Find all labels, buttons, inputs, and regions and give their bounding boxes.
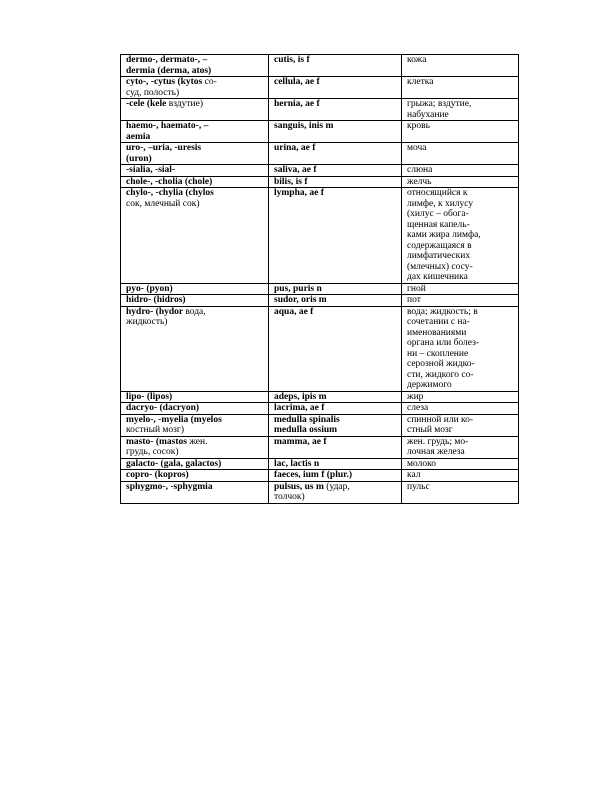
term-text: aemia xyxy=(126,131,151,142)
cell-line xyxy=(126,392,264,403)
cell-line xyxy=(126,188,264,199)
meaning-line: именованиями xyxy=(407,327,467,338)
cell-line xyxy=(274,77,397,88)
meaning-cell xyxy=(402,176,519,188)
table-row xyxy=(121,165,519,177)
greek-element-cell xyxy=(121,470,269,482)
table-row xyxy=(121,283,519,295)
cell-line xyxy=(274,295,397,306)
cell-line xyxy=(126,415,264,426)
cell-line xyxy=(126,66,264,77)
term-text: medulla spinalis xyxy=(274,414,340,425)
table-row xyxy=(121,176,519,188)
cell-line xyxy=(126,143,264,154)
table-row xyxy=(121,403,519,415)
meaning-cell xyxy=(402,458,519,470)
cell-line xyxy=(126,99,264,110)
greek-element-cell xyxy=(121,55,269,77)
meaning-cell xyxy=(402,121,519,143)
greek-element-cell xyxy=(121,188,269,284)
table-row xyxy=(121,414,519,436)
meaning-cell xyxy=(402,99,519,121)
term-text: pyo- (pyon) xyxy=(126,283,173,294)
term-text: dermia (derma, atos) xyxy=(126,65,212,76)
greek-element-cell xyxy=(121,306,269,391)
table-row xyxy=(121,77,519,99)
latin-equivalent-cell xyxy=(269,414,402,436)
cell-line xyxy=(126,317,264,328)
table-row xyxy=(121,143,519,165)
meaning-cell xyxy=(402,165,519,177)
greek-element-cell xyxy=(121,121,269,143)
note-text: грудь, сосок) xyxy=(126,447,179,457)
table-row xyxy=(121,188,519,284)
term-text: lacrima, ae f xyxy=(274,403,325,413)
meaning-cell xyxy=(402,295,519,307)
table-row xyxy=(121,295,519,307)
cell-line xyxy=(126,88,264,99)
greek-element-cell xyxy=(121,99,269,121)
term-text: dermo-, dermato-, – xyxy=(126,55,208,65)
meaning-cell xyxy=(402,391,519,403)
greek-element-cell xyxy=(121,143,269,165)
note-text: костный мозг) xyxy=(126,425,184,435)
meaning-cell xyxy=(402,414,519,436)
greek-element-cell xyxy=(121,403,269,415)
table-row xyxy=(121,481,519,503)
term-text: saliva, ae f xyxy=(274,165,317,175)
latin-equivalent-cell xyxy=(269,481,402,503)
term-text: lipo- (lipos) xyxy=(126,391,173,402)
table-row xyxy=(121,121,519,143)
note-text: жидкость) xyxy=(126,317,168,327)
cell-line xyxy=(126,121,264,132)
greek-element-cell xyxy=(121,458,269,470)
term-text: medulla ossium xyxy=(274,425,338,435)
meaning-cell xyxy=(402,481,519,503)
cell-line xyxy=(274,425,397,436)
latin-equivalent-cell xyxy=(269,391,402,403)
note-text: жен. xyxy=(189,436,208,447)
cell-line xyxy=(126,55,264,66)
latin-equivalent-cell xyxy=(269,165,402,177)
latin-equivalent-cell xyxy=(269,306,402,391)
meaning-cell xyxy=(402,77,519,99)
term-text: bilis, is f xyxy=(274,176,308,187)
note-text: вздутие) xyxy=(168,99,204,109)
cell-line xyxy=(126,307,264,318)
meaning-line: лочная железа xyxy=(407,447,465,457)
table-row xyxy=(121,306,519,391)
cell-line xyxy=(126,482,264,493)
meaning-cell xyxy=(402,436,519,458)
greek-element-cell xyxy=(121,391,269,403)
cell-line xyxy=(274,403,397,414)
table-row xyxy=(121,436,519,458)
term-text: cyto-, -cytus (kytos xyxy=(126,77,205,87)
note-text: вода, xyxy=(185,306,206,317)
cell-line xyxy=(274,165,397,176)
cell-line xyxy=(126,132,264,143)
latin-equivalent-cell xyxy=(269,470,402,482)
meaning-line: молоко xyxy=(407,458,437,469)
note-text: со- xyxy=(204,77,217,87)
latin-equivalent-cell xyxy=(269,121,402,143)
meaning-line: моча xyxy=(407,143,427,153)
term-text: mamma, ae f xyxy=(274,436,327,447)
term-text: pulsus, us m xyxy=(274,481,327,492)
note-text: толчок) xyxy=(274,492,305,502)
cell-line xyxy=(126,77,264,88)
cell-line xyxy=(126,154,264,165)
cell-line xyxy=(126,295,264,306)
meaning-line: кал xyxy=(407,470,421,480)
cell-line xyxy=(126,165,264,176)
meaning-line: клетка xyxy=(407,77,434,87)
latin-equivalent-cell xyxy=(269,188,402,284)
meaning-line: щенная капель- xyxy=(407,219,470,230)
term-text: sphygmo-, -sphygmia xyxy=(126,481,213,492)
cell-line xyxy=(274,99,397,110)
cell-line xyxy=(126,447,264,458)
term-text: lympha, ae f xyxy=(274,188,324,198)
cell-line xyxy=(274,415,397,426)
terminology-table xyxy=(120,54,519,504)
term-text: (uron) xyxy=(126,153,152,164)
meaning-line: держимого xyxy=(407,380,452,390)
term-text: myelo-, -myelia (myelos xyxy=(126,414,222,425)
latin-equivalent-cell xyxy=(269,295,402,307)
term-text: pus, puris n xyxy=(274,283,322,294)
meaning-line: ками жира лимфа, xyxy=(407,230,481,240)
cell-line xyxy=(274,284,397,295)
term-text: aqua, ae f xyxy=(274,306,314,317)
cell-line xyxy=(274,437,397,448)
term-text: hernia, ae f xyxy=(274,99,320,109)
term-text: sanguis, inis m xyxy=(274,121,334,131)
cell-line xyxy=(274,459,397,470)
meaning-line: (хилус – обога- xyxy=(407,209,469,219)
term-text: galacto- (gala, galactos) xyxy=(126,458,222,469)
cell-line xyxy=(274,492,397,503)
latin-equivalent-cell xyxy=(269,77,402,99)
note-text: сок, млечный сок) xyxy=(126,198,200,209)
table-row xyxy=(121,391,519,403)
term-text: sudor, oris m xyxy=(274,295,327,305)
table-row xyxy=(121,470,519,482)
greek-element-cell xyxy=(121,436,269,458)
greek-element-cell xyxy=(121,283,269,295)
cell-line xyxy=(274,177,397,188)
term-text: -cele (kele xyxy=(126,99,169,109)
term-text: cutis, is f xyxy=(274,55,310,65)
meaning-line: кожа xyxy=(407,55,427,65)
term-text: dacryo- (dacryon) xyxy=(126,403,200,413)
meaning-cell xyxy=(402,143,519,165)
term-text: hidro- (hidros) xyxy=(126,295,186,305)
greek-element-cell xyxy=(121,481,269,503)
meaning-line: вода; жидкость; в xyxy=(407,306,478,317)
term-text: urina, ae f xyxy=(274,143,316,153)
document-page xyxy=(120,54,518,504)
latin-equivalent-cell xyxy=(269,283,402,295)
greek-element-cell xyxy=(121,414,269,436)
latin-equivalent-cell xyxy=(269,143,402,165)
meaning-cell xyxy=(402,55,519,77)
meaning-line: сочетании с на- xyxy=(407,317,470,327)
term-text: chole-, -cholia (chole) xyxy=(126,176,213,187)
cell-line xyxy=(126,199,264,210)
meaning-line: жен. грудь; мо- xyxy=(407,436,469,447)
term-text: chylo-, -chylia (chylos xyxy=(126,188,214,198)
meaning-line: слюна xyxy=(407,165,433,175)
meaning-line: ни – скопление xyxy=(407,348,469,359)
meaning-line: лимфе, к хилусу xyxy=(407,198,474,209)
greek-element-cell xyxy=(121,77,269,99)
meaning-line: сти, жидкого со- xyxy=(407,369,474,380)
cell-line xyxy=(126,425,264,436)
meaning-line: содержащаяся в xyxy=(407,240,472,251)
latin-equivalent-cell xyxy=(269,458,402,470)
cell-line xyxy=(126,284,264,295)
term-text: faeces, ium f (plur.) xyxy=(274,470,353,480)
meaning-line: пульс xyxy=(407,481,430,492)
greek-element-cell xyxy=(121,295,269,307)
meaning-line: лимфатических xyxy=(407,251,471,261)
meaning-line: пот xyxy=(407,295,421,305)
latin-equivalent-cell xyxy=(269,55,402,77)
table-row xyxy=(121,458,519,470)
latin-equivalent-cell xyxy=(269,436,402,458)
cell-line xyxy=(274,188,397,199)
greek-element-cell xyxy=(121,165,269,177)
note-text: суд, полость) xyxy=(126,87,180,98)
meaning-line: кровь xyxy=(407,121,430,131)
meaning-line: набухание xyxy=(407,109,449,120)
meaning-line: гной xyxy=(407,283,426,294)
term-text: hydro- (hydor xyxy=(126,306,186,317)
latin-equivalent-cell xyxy=(269,99,402,121)
term-text: masto- (mastos xyxy=(126,436,190,447)
cell-line xyxy=(126,470,264,481)
cell-line xyxy=(274,470,397,481)
cell-line xyxy=(274,143,397,154)
term-text: uro-, –uria, -uresis xyxy=(126,143,202,153)
cell-line xyxy=(274,307,397,318)
table-row xyxy=(121,99,519,121)
term-text: adeps, ipis m xyxy=(274,391,327,402)
cell-line xyxy=(126,437,264,448)
meaning-line: грыжа; вздутие, xyxy=(407,99,472,109)
term-text: cellula, ae f xyxy=(274,77,320,87)
table-row xyxy=(121,55,519,77)
cell-line xyxy=(126,177,264,188)
term-text: haemo-, haemato-, – xyxy=(126,121,209,131)
meaning-cell xyxy=(402,283,519,295)
meaning-line: (млечных) сосу- xyxy=(407,261,473,272)
meaning-cell xyxy=(402,403,519,415)
meaning-line: относящийся к xyxy=(407,188,468,198)
cell-line xyxy=(274,482,397,493)
term-text: -sialia, -sial- xyxy=(126,165,176,175)
meaning-line: дах кишечника xyxy=(407,272,468,282)
meaning-cell xyxy=(402,306,519,391)
latin-equivalent-cell xyxy=(269,403,402,415)
meaning-line: органа или болез- xyxy=(407,338,480,348)
term-text: lac, lactis n xyxy=(274,458,320,469)
note-text: (удар, xyxy=(326,481,350,492)
cell-line xyxy=(274,55,397,66)
meaning-line: спинной или ко- xyxy=(407,414,474,425)
cell-line xyxy=(274,121,397,132)
meaning-line: серозной жидко- xyxy=(407,359,475,369)
table-body xyxy=(121,55,519,504)
meaning-cell xyxy=(402,188,519,284)
cell-line xyxy=(274,392,397,403)
meaning-line: слеза xyxy=(407,403,429,413)
meaning-line: жир xyxy=(407,391,424,402)
term-text: copro- (kopros) xyxy=(126,470,189,480)
meaning-line: желчь xyxy=(407,176,432,187)
cell-line xyxy=(126,459,264,470)
meaning-line: стный мозг xyxy=(407,425,453,435)
cell-line xyxy=(126,403,264,414)
meaning-cell xyxy=(402,470,519,482)
latin-equivalent-cell xyxy=(269,176,402,188)
greek-element-cell xyxy=(121,176,269,188)
